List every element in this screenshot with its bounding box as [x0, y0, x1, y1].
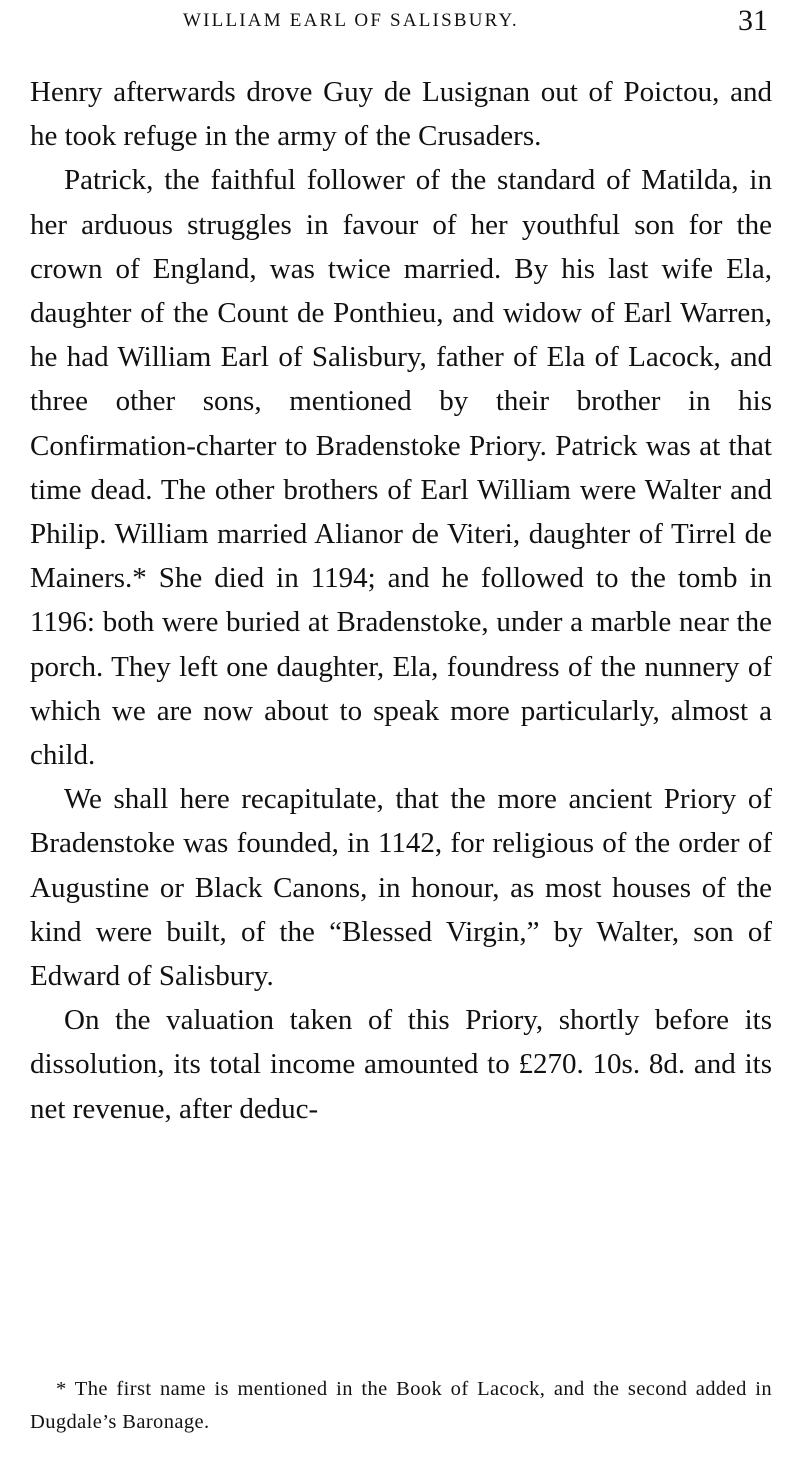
- paragraph-2: Patrick, the faithful follower of the standard of Matilda, in her arduous struggles in favour of her youthful son for the crown of England, was twice married. By his last wife Ela, daughter of the Count de Ponthieu, and widow of Earl Warren, he had William Earl of Salisbury, father of Ela of Lacock, and three other sons, mentioned by their brother in his Confirmation-charter to Bradenstoke Priory. Patrick was at that time dead. The other brothers of Earl William were Walter and Philip. William married Alianor de Viteri, daughter of Tirrel de Mainers.* She died in 1194; and he followed to the tomb in 1196: both were buried at Bradenstoke, under a marble near the porch. They left one daughter, Ela, foundress of the nunnery of which we are now about to speak more particularly, almost a child.: [30, 164, 772, 772]
- paragraph-3: We shall here recapitulate, that the more ancient Priory of Bradenstoke was founded, in 1142, for religious of the order of Augustine or Black Canons, in honour, as most houses of the kind were built, of the “Blessed Virgin,” by Walter, son of Edward of Salisbury.: [30, 783, 772, 993]
- paragraph-4: On the valuation taken of this Priory, shortly before its dissolution, its total income amounted to £270. 10s. 8d. and its net revenue, after deduc-: [30, 1004, 772, 1125]
- running-title: WILLIAM EARL OF SALISBURY.: [183, 10, 519, 31]
- footnote: * The first name is mentioned in the Book of Lacock, and the second added in Dugdale’s Baronage.: [30, 1378, 772, 1433]
- body-text: [30, 70, 772, 1131]
- running-head: [30, 4, 770, 44]
- paragraph-1: Henry afterwards drove Guy de Lusignan out of Poictou, and he took refuge in the army of the Crusaders.: [30, 76, 772, 153]
- page-number: 31: [738, 4, 768, 37]
